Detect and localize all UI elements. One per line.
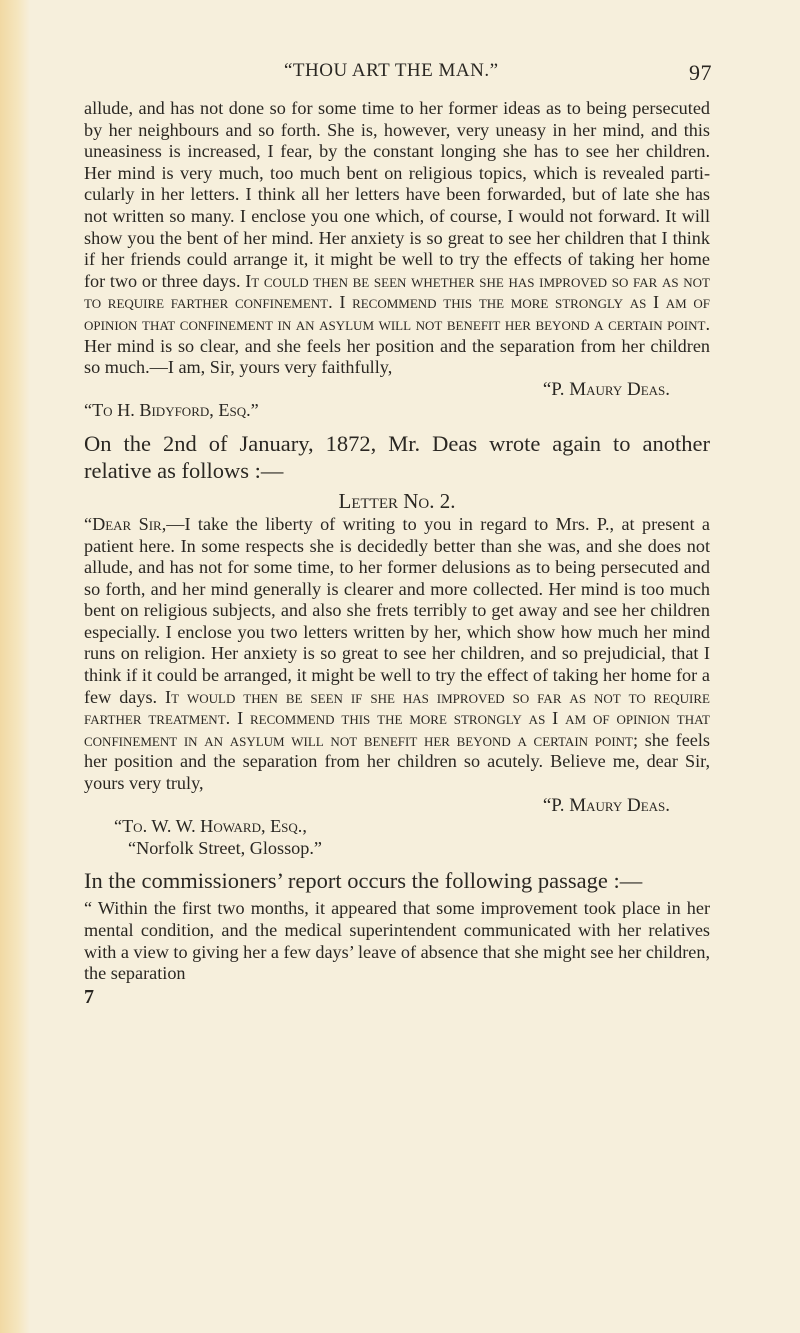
letter2-text-end: ; she feels her position and the separation from her children so acutely. Believe me, dear Sir, yours very truly, [84,729,710,794]
page-edge-tint [0,0,30,1333]
letter2-body [84,514,710,795]
letter1-addressee [84,400,710,422]
signature-mark: 7 [84,985,94,1008]
letter2-addressee-line2: “Norfolk Street, Glossop.” [128,837,322,858]
letter1-text-start: allude, and has not done so for some time to her former ideas as to being persecuted by her neighbours and so forth. She is, however, very uneasy in her mind, and this uneasiness is increased, I fear, by the constant longing she has to see her children. Her mind is very much, too much bent on religious topics, which is revealed parti-cularly in her letters. I think all her letters have been forwarded, but of late she has not written so many. I enclose you one which, of course, I would not forward. It will show you the bent of her mind. Her anxiety is so great to see her children that I think if her friends could arrange it, it might be well to try the effects of taking her home for two or three days. [84,98,710,291]
letter2-small-caps-passage: It would then be seen if she has improved so far as not to require farther treatment. I recommend this the more strongly as I am of opinion that confinement in an asylum will not benefit her beyond a certain point [84,686,710,750]
page-body [84,98,710,1008]
page-number: 97 [689,60,712,85]
commissioners-quote: “ Within the first two months, it appeared that some improvement took place in her mental condition, and the medical superintendent communicated with her relatives with a view to giving her a few days’ leave of absence that she might see her children, the separation [84,898,710,984]
letter2-addressee-line1 [84,816,710,838]
letter1-body [84,98,710,379]
letter1-addressee-text: “To H. Bidyford, Esq.” [84,400,259,421]
letter2-addressee-line1-text: “To. W. W. Howard, Esq., [114,816,307,837]
intro-letter2: On the 2nd of January, 1872, Mr. Deas wrote again to another relative as follows :— [84,430,710,483]
letter2-signature: “P. Maury Deas. [542,794,670,816]
letter1-small-caps-passage: It could then be seen whether she has improved so far as not to require farther confinement. I recommend this the more strongly as I am of opinion that confinement in an asylum will not benefit her beyond a certain point. [84,270,710,334]
letter2-text-start: —I take the liberty of writing to you in regard to Mrs. P., at present a patient here. In some respects she is decidedly better than she was, and she does not allude, and has not for some time, to her former delusions as to being persecuted and so forth, and her mind generally is clearer and more collected. Her mind is too much bent on religious subjects, and also she frets terribly to get away and see her children especially. I enclose you two letters written by her, which show how much her mind runs on religion. Her anxiety is so great to see her children, and so prejudicial, that I think if it could be arranged, it might be well to try the effect of taking her home for a few days. [84,513,710,707]
letter1-text-end: Her mind is so clear, and she feels her position and the separation from her children so much.—I am, Sir, yours very faithfully, [84,335,710,378]
letter1-signature: “P. Maury Deas. [542,378,670,400]
intro-commissioners: In the commissioners’ report occurs the following passage :— [84,868,643,894]
running-head: “THOU ART THE MAN.” [284,60,499,81]
letter2-heading: Letter No. 2. [338,488,456,513]
letter2-salutation: “Dear Sir, [84,513,167,534]
